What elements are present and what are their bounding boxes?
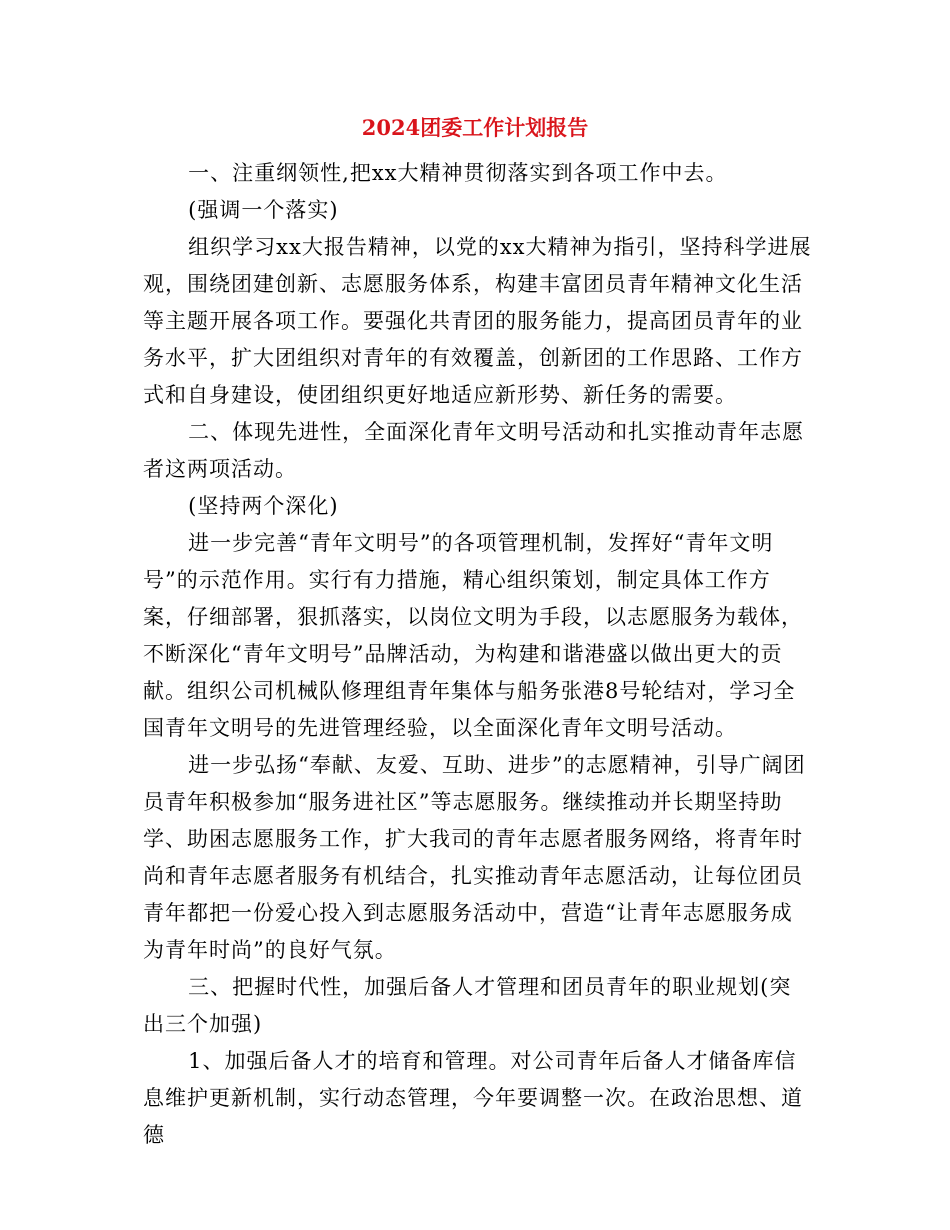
section-2-heading: 二、体现先进性，全面深化青年文明号活动和扎实推动青年志愿者这两项活动。 bbox=[143, 420, 805, 481]
body-paragraph: 进一步完善“青年文明号”的各项管理机制，发挥好“青年文明号”的示范作用。实行有力措施，精心组织策划，制定具体工作方案，仔细部署，狠抓落实，以岗位文明为手段，以志愿服务为载体，不断深化“青年文明号”品牌活动，为构建和谐港盛以做出更大的贡献。组织公司机械队修理组青年集体与船务张港8号轮结对，学习全国青年文明号的先进管理经验，以全面深化青年文明号活动。 bbox=[143, 531, 803, 740]
document-body bbox=[143, 155, 813, 1154]
section-1-heading: 一、注重纲领性,把xx大精神贯彻落实到各项工作中去。 bbox=[188, 161, 728, 185]
document-title: 2024团委工作计划报告 bbox=[361, 115, 589, 140]
body-paragraph: 组织学习xx大报告精神，以党的xx大精神为指引，坚持科学进展观，围绕团建创新、志愿服务体系，构建丰富团员青年精神文化生活等主题开展各项工作。要强化共青团的服务能力，提高团员青年的业务水平，扩大团组织对青年的有效覆盖，创新团的工作思路、工作方式和自身建设，使团组织更好地适应新形势、新任务的需要。 bbox=[143, 235, 812, 407]
body-paragraph: 进一步弘扬“奉献、友爱、互助、进步”的志愿精神，引导广阔团员青年积极参加“服务进社区”等志愿服务。继续推动并长期坚持助学、助困志愿服务工作，扩大我司的青年志愿者服务网络，将青年时尚和青年志愿者服务有机结合，扎实推动青年志愿活动，让每位团员青年都把一份爱心投入到志愿服务活动中，营造“让青年志愿服务成为青年时尚”的良好气氛。 bbox=[143, 753, 806, 962]
section-2-subheading: (坚持两个深化) bbox=[188, 494, 339, 518]
section-3-heading: 三、把握时代性，加强后备人才管理和团员青年的职业规划(突出三个加强) bbox=[143, 975, 792, 1036]
section-1-subheading: (强调一个落实) bbox=[188, 198, 339, 222]
body-paragraph: 1、加强后备人才的培育和管理。对公司青年后备人才储备库信息维护更新机制，实行动态管理，今年要调整一次。在政治思想、道德 bbox=[143, 1049, 803, 1147]
